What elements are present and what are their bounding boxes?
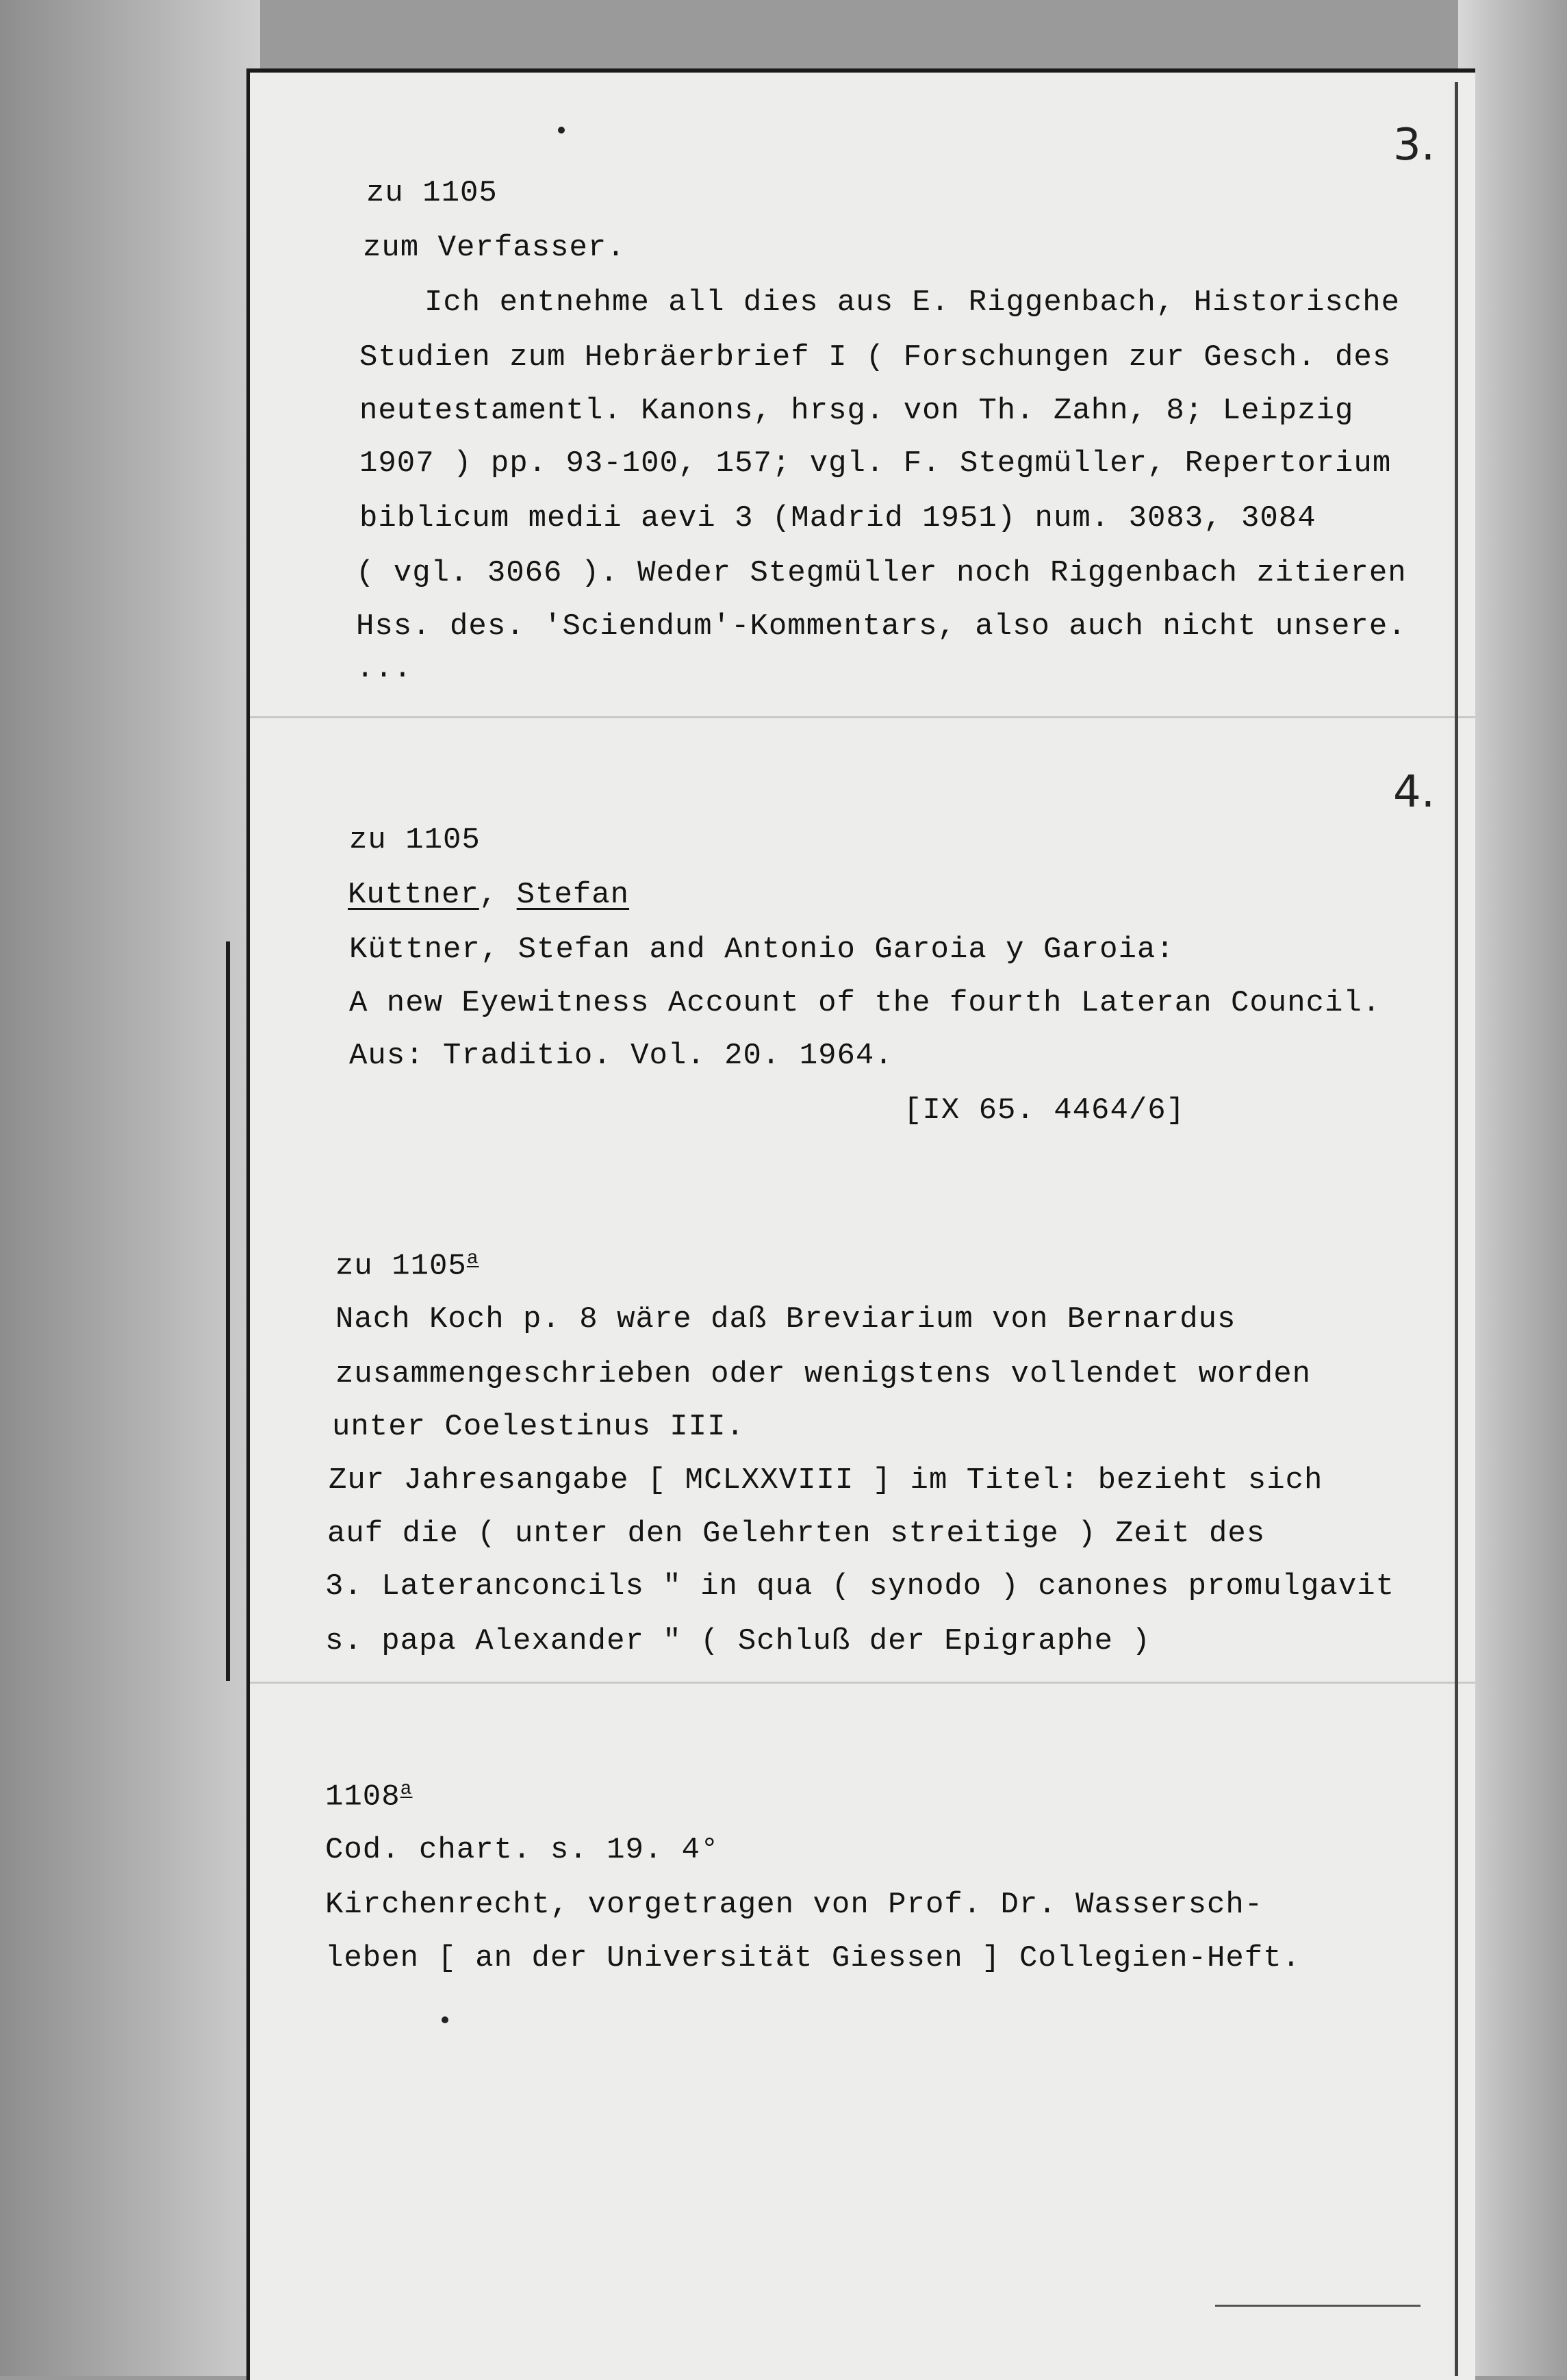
author-first-name: Stefan [516, 878, 630, 912]
card1-line: ... [356, 652, 413, 686]
card-edge [1455, 82, 1458, 2376]
card-edge [226, 941, 230, 1681]
sheet-rule [250, 716, 1475, 718]
card1-line: Hss. des. 'Sciendum'-Kommentars, also auch nicht unsere. [356, 609, 1407, 644]
card1-line: Ich entnehme all dies aus E. Riggenbach, Historische [424, 286, 1401, 320]
card3-line: Zur Jahresangabe [ MCLXXVIII ] im Titel: bezieht sich [329, 1463, 1323, 1497]
card2-author-heading: Kuttner, Stefan [348, 878, 630, 912]
card1-line: zum Verfasser. [363, 231, 626, 265]
author-last-name: Kuttner [348, 878, 479, 912]
card1-line: 1907 ) pp. 93-100, 157; vgl. F. Stegmüller, Repertorium [359, 446, 1392, 481]
mark-dot [442, 2016, 448, 2023]
card4-ref [325, 1780, 412, 1812]
card3-line: s. papa Alexander " ( Schluß der Epigraphe ) [325, 1624, 1151, 1658]
card4-ref-sup: a [400, 1779, 413, 1800]
card2-shelfmark: [IX 65. 4464/6] [904, 1093, 1186, 1128]
card2-line: Aus: Traditio. Vol. 20. 1964. [349, 1039, 893, 1073]
card3-line: unter Coelestinus III. [332, 1410, 745, 1444]
card3-ref-number: zu 1105 [335, 1249, 467, 1284]
page-number-4: 4. [1393, 767, 1436, 818]
card1-line: ( vgl. 3066 ). Weder Stegmüller noch Riggenbach zitieren [356, 556, 1407, 590]
card2-line: Küttner, Stefan and Antonio Garoia y Garoia: [349, 933, 1175, 967]
card3-line: Nach Koch p. 8 wäre daß Breviarium von Bernardus [335, 1302, 1236, 1337]
card1-line: Studien zum Hebräerbrief I ( Forschungen zur Gesch. des [359, 340, 1392, 375]
card1-line: neutestamentl. Kanons, hrsg. von Th. Zahn, 8; Leipzig [359, 394, 1354, 428]
card3-line: zusammengeschrieben oder wenigstens vollendet worden [335, 1357, 1312, 1391]
card3-line: 3. Lateranconcils " in qua ( synodo ) canones promulgavit [325, 1569, 1395, 1604]
mark-dot [558, 127, 565, 134]
sheet-rule [1215, 2305, 1421, 2307]
card3-ref [335, 1250, 479, 1282]
card4-ref-number: 1108 [325, 1780, 400, 1814]
card4-line: Cod. chart. s. 19. 4° [325, 1833, 719, 1867]
card2-ref: zu 1105 [349, 823, 481, 857]
card3-line: auf die ( unter den Gelehrten streitige ) Zeit des [327, 1517, 1266, 1551]
card1-line: zu 1105 [366, 176, 498, 210]
card4-line: leben [ an der Universität Giessen ] Collegien-Heft. [325, 1941, 1301, 1975]
card3-ref-sup: a [466, 1248, 479, 1269]
card2-line: A new Eyewitness Account of the fourth Lateran Council. [349, 986, 1381, 1020]
card1-line: biblicum medii aevi 3 (Madrid 1951) num. 3083, 3084 [359, 501, 1316, 535]
sheet-rule [250, 1682, 1475, 1684]
card4-line: Kirchenrecht, vorgetragen von Prof. Dr. Wassersch- [325, 1888, 1264, 1922]
background-left [0, 0, 260, 2376]
page-number-3: 3. [1393, 120, 1436, 170]
